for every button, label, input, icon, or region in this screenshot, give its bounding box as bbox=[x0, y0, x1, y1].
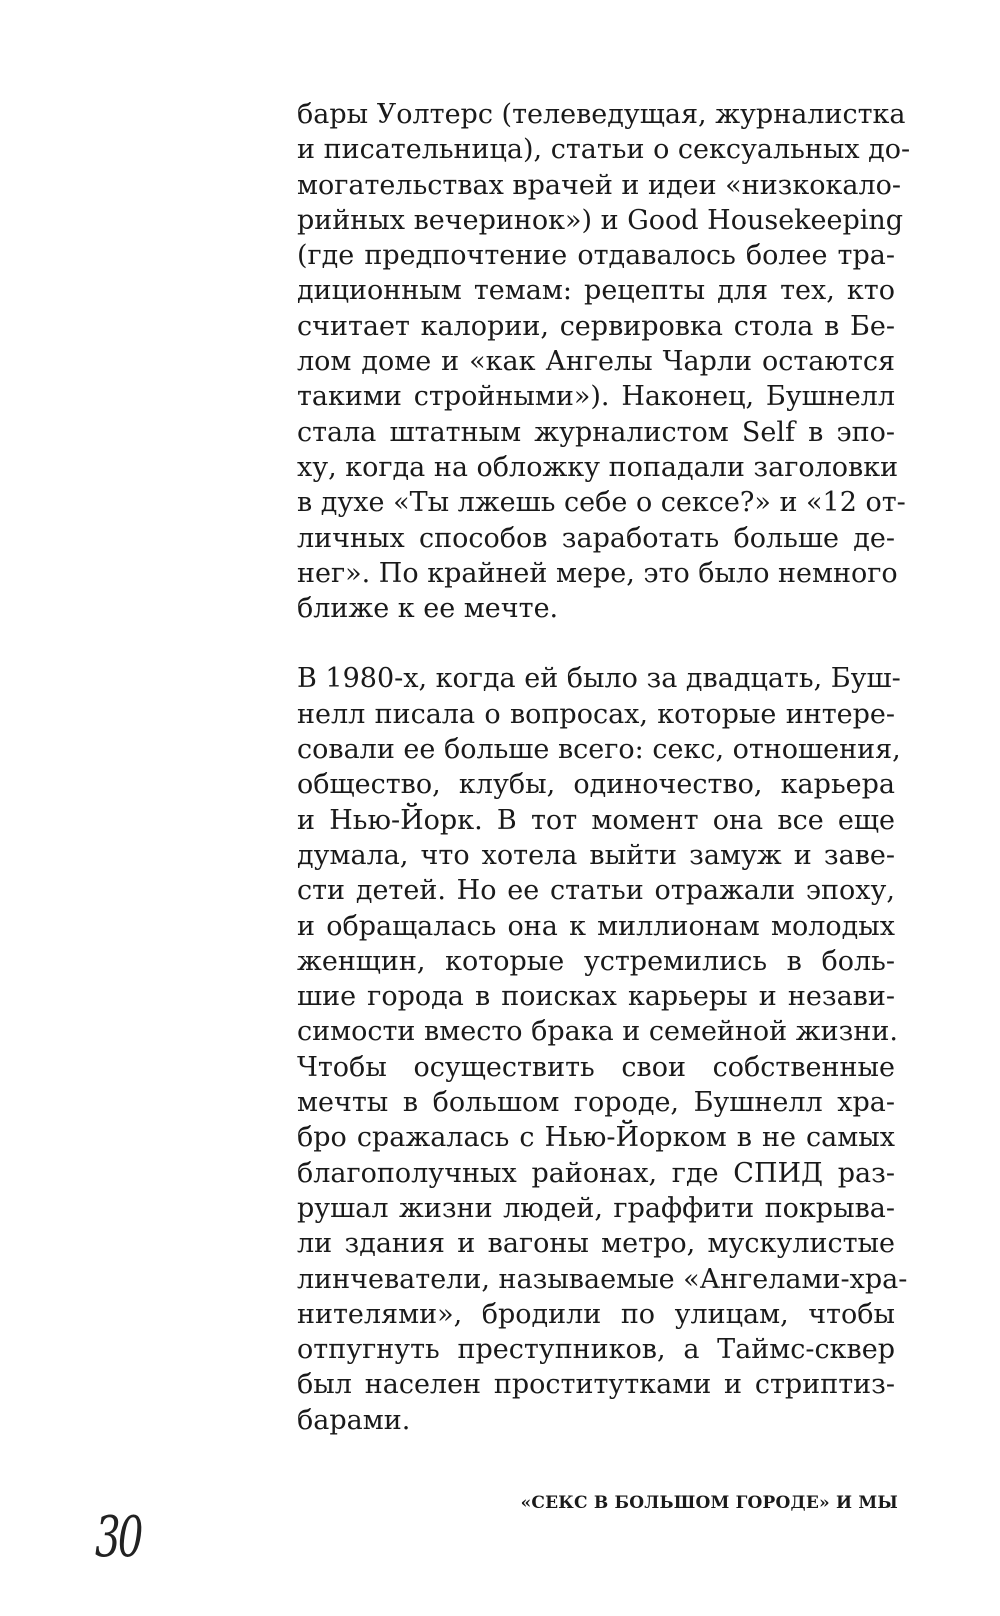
text-line: бары Уолтерс (телеведущая, журналистка bbox=[297, 99, 906, 130]
text-line: (где предпочтение отдавалось более тра- bbox=[297, 240, 895, 272]
text-line: могательствах врачей и идеи «низкокало- bbox=[297, 169, 902, 201]
text-line: диционным темам: рецепты для тех, кто bbox=[297, 275, 895, 307]
text-line: мечты в большом городе, Бушнелл хра- bbox=[297, 1087, 895, 1119]
text-line: симости вместо брака и семейной жизни. bbox=[297, 1016, 898, 1048]
text-line: в духе «Ты лжешь себе о сексе?» и «12 от- bbox=[297, 487, 906, 519]
paragraph-spacer bbox=[297, 626, 895, 661]
text-line: ху, когда на обложку попадали заголовки bbox=[297, 451, 899, 483]
text-line: рийных вечеринок») и Good Housekeeping bbox=[297, 204, 904, 236]
text-line: и писательница), статьи о сексуальных до- bbox=[297, 134, 911, 166]
paragraph-2 bbox=[297, 661, 908, 1438]
text-line: женщин, которые устремились в боль- bbox=[297, 945, 895, 977]
text-line: линчеватели, называемые «Ангелами-хра- bbox=[297, 1263, 908, 1295]
text-line: сти детей. Но ее статьи отражали эпоху, bbox=[297, 875, 895, 907]
text-line: бро сражалась с Нью-Йорком в не самых bbox=[297, 1122, 895, 1154]
text-line: нелл писала о вопросах, которые интере- bbox=[297, 698, 895, 730]
text-line: стала штатным журналистом Self в эпо- bbox=[297, 416, 895, 448]
text-line: считает калории, сервировка стола в Бе- bbox=[297, 310, 895, 342]
text-line: отпугнуть преступников, а Таймс-сквер bbox=[297, 1334, 895, 1366]
text-line: Чтобы осуществить свои собственные bbox=[297, 1051, 895, 1083]
paragraph-1 bbox=[297, 97, 911, 626]
text-line: и Нью-Йорк. В тот момент она все еще bbox=[297, 804, 895, 836]
text-line: шие города в поисках карьеры и незави- bbox=[297, 981, 895, 1013]
text-line: личных способов заработать больше де- bbox=[297, 522, 895, 554]
text-line: барами. bbox=[297, 1404, 411, 1436]
text-line: нег». По крайней мере, это было немного bbox=[297, 557, 898, 589]
body-text bbox=[297, 97, 911, 1438]
page-number: 30 bbox=[95, 1505, 141, 1570]
text-line: такими стройными»). Наконец, Бушнелл bbox=[297, 381, 895, 413]
text-line: ближе к ее мечте. bbox=[297, 593, 559, 625]
running-header: «СЕКС В БОЛЬШОМ ГОРОДЕ» И МЫ bbox=[520, 1493, 898, 1513]
text-line: В 1980-х, когда ей было за двадцать, Буш- bbox=[297, 663, 901, 695]
text-line: ли здания и вагоны метро, мускулистые bbox=[297, 1228, 895, 1260]
text-line: общество, клубы, одиночество, карьера bbox=[297, 769, 895, 801]
text-line: совали ее больше всего: секс, отношения, bbox=[297, 734, 901, 766]
text-line: и обращалась она к миллионам молодых bbox=[297, 910, 895, 942]
text-line: лом доме и «как Ангелы Чарли остаются bbox=[297, 346, 895, 378]
text-line: думала, что хотела выйти замуж и заве- bbox=[297, 839, 895, 871]
text-line: рушал жизни людей, граффити покрыва- bbox=[297, 1192, 895, 1224]
text-line: был населен проститутками и стриптиз- bbox=[297, 1369, 895, 1401]
text-line: благополучных районах, где СПИД раз- bbox=[297, 1157, 895, 1189]
text-line: нителями», бродили по улицам, чтобы bbox=[297, 1298, 895, 1330]
